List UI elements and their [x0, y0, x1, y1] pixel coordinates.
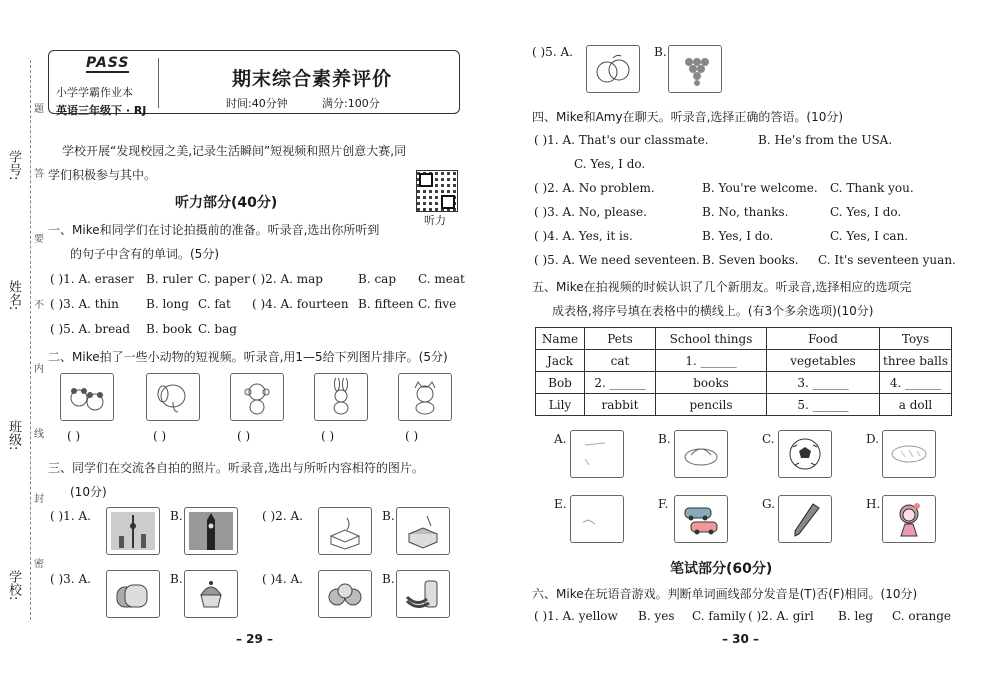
toy-cars-icon	[674, 495, 728, 543]
seal-char: 要	[34, 234, 44, 245]
option: B. No, thanks.	[702, 205, 789, 219]
right-page	[500, 0, 1000, 683]
question-item: ( )4. A. fourteen	[252, 297, 349, 311]
intro-text: 学校开展“发现校园之美,记录生活瞬间”短视频和照片创意大赛,同	[62, 144, 407, 158]
table-cell: three balls	[880, 350, 952, 372]
question-item: ( )1. A. eraser	[50, 272, 134, 286]
option: C. orange	[892, 609, 952, 623]
option: B. yes	[638, 609, 675, 623]
series-name: 小学学霸作业本	[56, 86, 133, 99]
option: B. leg	[838, 609, 874, 623]
soccer-ball-icon	[778, 430, 832, 478]
table-cell: books	[656, 372, 767, 394]
table-row	[536, 350, 952, 372]
pass-logo: PASS	[86, 55, 130, 71]
seal-char: 内	[34, 364, 44, 375]
option: B.	[382, 572, 395, 586]
seal-char: 密	[34, 559, 44, 570]
seal-char: 题	[34, 104, 44, 115]
section1-title: 一、Mike和同学们在讨论拍摄前的准备。听录音,选出你所听到	[48, 223, 380, 237]
tv-tower-photo-icon	[106, 507, 160, 555]
answer-blank[interactable]: ( )	[405, 429, 419, 443]
friends-table	[535, 327, 952, 416]
option-letter: A.	[554, 432, 567, 446]
listening-section-title: 听力部分(40分)	[175, 195, 278, 211]
option-letter: B.	[658, 432, 671, 446]
section5-title: 成表格,将序号填在表格中的横线上。(有3个多余选项)(10分)	[552, 304, 874, 318]
answer-blank[interactable]: ( )	[237, 429, 251, 443]
question-item: ( )3. A.	[50, 572, 91, 586]
seal-char: 线	[34, 429, 44, 440]
option: B.	[170, 509, 183, 523]
question-item: ( )1. A.	[50, 509, 91, 523]
milk-bananas-icon	[396, 570, 450, 618]
table-header-cell: Pets	[585, 328, 656, 350]
bread-loaf-icon	[882, 430, 936, 478]
question-item: ( )4. A. Yes, it is.	[534, 229, 633, 243]
question-item: ( )1. A. yellow	[534, 609, 618, 623]
option: C. five	[418, 297, 457, 311]
option: B.	[654, 45, 667, 59]
table-header-cell: Toys	[880, 328, 952, 350]
question-item: ( )1. A. That's our classmate.	[534, 133, 709, 147]
gift-box-icon	[396, 507, 450, 555]
table-cell: cat	[585, 350, 656, 372]
table-cell: a doll	[880, 394, 952, 416]
binding-line	[30, 60, 31, 620]
section6-title: 六、Mike在玩语音游戏。判断单词画线部分发音是(T)否(F)相同。(10分)	[532, 587, 918, 601]
table-cell: Bob	[536, 372, 585, 394]
rabbit-icon	[314, 373, 368, 421]
writing-section-title: 笔试部分(60分)	[670, 561, 773, 577]
apples-icon	[318, 570, 372, 618]
doll-icon	[882, 495, 936, 543]
student-id-label: 学号:	[6, 150, 21, 181]
section3-title: (10分)	[70, 485, 107, 499]
table-cell: pencils	[656, 394, 767, 416]
option-letter: H.	[866, 497, 881, 511]
table-header-row	[536, 328, 952, 350]
box-sketch-icon	[318, 507, 372, 555]
option-letter: C.	[762, 432, 775, 446]
sketch-icon	[570, 495, 624, 543]
option: C. bag	[198, 322, 237, 336]
table-cell: Lily	[536, 394, 585, 416]
option: B. book	[146, 322, 192, 336]
panda-icon	[60, 373, 114, 421]
sketch-icon	[570, 430, 624, 478]
question-item: ( )5. A. bread	[50, 322, 131, 336]
table-cell: Jack	[536, 350, 585, 372]
table-row	[536, 394, 952, 416]
option: C. family	[692, 609, 746, 623]
oranges-icon	[586, 45, 640, 93]
option: C. paper	[198, 272, 250, 286]
table-header-cell: School things	[656, 328, 767, 350]
grapes-icon	[668, 45, 722, 93]
table-cell[interactable]: 5. ______	[767, 394, 880, 416]
option: C. Thank you.	[830, 181, 914, 195]
question-item: ( )2. A.	[262, 509, 303, 523]
question-item: ( )2. A. No problem.	[534, 181, 655, 195]
cupcake-icon	[184, 570, 238, 618]
question-item: ( )2. A. map	[252, 272, 323, 286]
option: C. Yes, I do.	[574, 157, 646, 171]
option: B. ruler	[146, 272, 193, 286]
option: B. You're welcome.	[702, 181, 818, 195]
option: B. cap	[358, 272, 397, 286]
option: B. long	[146, 297, 189, 311]
hat-sketch-icon	[674, 430, 728, 478]
option-letter: D.	[866, 432, 880, 446]
option: B. He's from the USA.	[758, 133, 893, 147]
table-cell: rabbit	[585, 394, 656, 416]
section5-title: 五、Mike在拍视频的时候认识了几个新朋友。听录音,选择相应的选项完	[532, 280, 912, 294]
seal-char: 不	[34, 300, 44, 311]
qr-label: 听力	[424, 214, 446, 227]
option: B. Yes, I do.	[702, 229, 774, 243]
page-number: – 30 –	[722, 632, 760, 646]
table-row	[536, 372, 952, 394]
bread-icon	[106, 570, 160, 618]
option: C. Yes, I do.	[830, 205, 902, 219]
option: B. Seven books.	[702, 253, 799, 267]
big-ben-photo-icon	[184, 507, 238, 555]
qr-code-icon[interactable]	[416, 170, 458, 212]
option: B.	[170, 572, 183, 586]
question-item: ( )2. A. girl	[748, 609, 814, 623]
section1-title: 的句子中含有的单词。(5分)	[70, 247, 219, 261]
grade-label: 英语三年级下 · RJ	[56, 104, 147, 117]
question-item: ( )4. A.	[262, 572, 303, 586]
option: C. Yes, I can.	[830, 229, 909, 243]
option: B. fifteen	[358, 297, 414, 311]
table-cell: vegetables	[767, 350, 880, 372]
exam-time: 时间:40分钟	[226, 97, 288, 110]
seal-char: 封	[34, 494, 44, 505]
option-letter: F.	[658, 497, 669, 511]
table-cell[interactable]: 2. ______	[585, 372, 656, 394]
option: C. It's seventeen yuan.	[818, 253, 956, 267]
elephant-icon	[146, 373, 200, 421]
question-item: ( )5. A. We need seventeen.	[534, 253, 700, 267]
table-cell[interactable]: 1. ______	[656, 350, 767, 372]
pen-icon	[778, 495, 832, 543]
option: B.	[382, 509, 395, 523]
section4-title: 四、Mike和Amy在聊天。听录音,选择正确的答语。(10分)	[532, 110, 844, 124]
class-label: 班级:	[6, 420, 21, 451]
monkey-icon	[230, 373, 284, 421]
intro-text: 学们积极参与其中。	[48, 168, 157, 182]
option-letter: G.	[762, 497, 775, 511]
cat-icon	[398, 373, 452, 421]
answer-blank[interactable]: ( )	[153, 429, 167, 443]
option: C. fat	[198, 297, 231, 311]
exam-score: 满分:100分	[322, 97, 380, 110]
table-cell[interactable]: 3. ______	[767, 372, 880, 394]
section3-title: 三、同学们在交流各自拍的照片。听录音,选出与所听内容相符的图片。	[48, 461, 424, 475]
table-header-cell: Name	[536, 328, 585, 350]
answer-blank[interactable]: ( )	[67, 429, 81, 443]
exam-title: 期末综合素养评价	[232, 68, 393, 90]
table-header-cell: Food	[767, 328, 880, 350]
seal-char: 答	[34, 169, 44, 180]
question-item: ( )5. A.	[532, 45, 573, 59]
header-divider	[158, 58, 159, 108]
school-label: 学校:	[6, 570, 21, 601]
section2-title: 二、Mike拍了一些小动物的短视频。听录音,用1—5给下列图片排序。(5分)	[48, 350, 448, 364]
student-name-label: 姓名:	[6, 280, 21, 311]
question-item: ( )3. A. No, please.	[534, 205, 647, 219]
table-cell[interactable]: 4. ______	[880, 372, 952, 394]
question-item: ( )3. A. thin	[50, 297, 119, 311]
option-letter: E.	[554, 497, 567, 511]
option: C. meat	[418, 272, 465, 286]
answer-blank[interactable]: ( )	[321, 429, 335, 443]
page-number: – 29 –	[236, 632, 274, 646]
